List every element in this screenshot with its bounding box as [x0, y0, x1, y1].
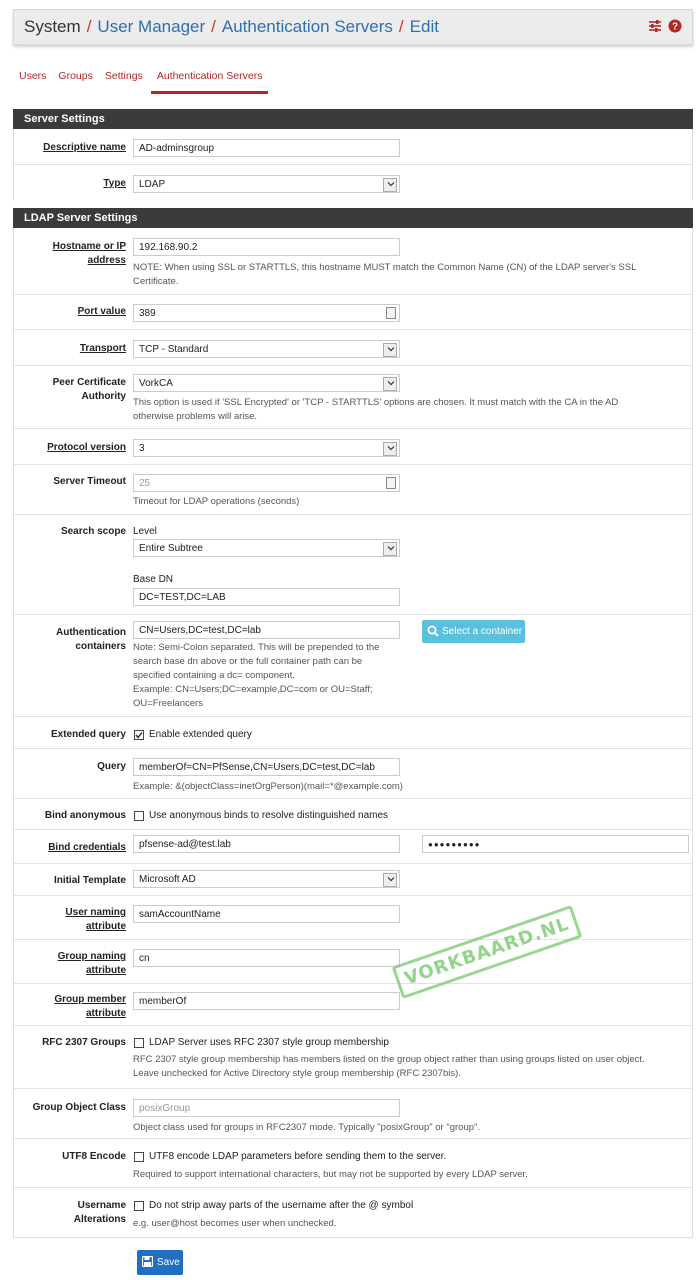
bind-anonymous-checkbox[interactable] — [134, 811, 144, 821]
rfc2307-help: RFC 2307 style group membership has members listed on the group object rather than using groups listed on user object. Leave unchecked for Active Directory style group membership (RFC 2307bis). — [133, 1054, 645, 1079]
protocol-select[interactable] — [133, 439, 400, 457]
auth-containers-label: Authentication containers — [56, 627, 126, 652]
query-label: Query — [97, 761, 126, 772]
query-input[interactable]: memberOf=CN=PfSense,CN=Users,DC=test,DC=lab — [133, 758, 400, 776]
group-object-class-label: Group Object Class — [32, 1102, 126, 1113]
checkmark-icon — [135, 731, 143, 739]
sliders-icon[interactable] — [648, 19, 662, 33]
breadcrumb-user-manager[interactable]: User Manager — [97, 17, 206, 36]
bind-credentials-label: Bind credentials — [48, 842, 126, 853]
peer-ca-help: This option is used if 'SSL Encrypted' or 'TCP - STARTTLS' options are chosen. It must match with the CA in the AD otherwise problems will arise. — [133, 397, 619, 422]
bind-credentials-row — [14, 830, 692, 864]
hostname-help: NOTE: When using SSL or STARTTLS, this hostname MUST match the Common Name (CN) of the LDAP server's SSL Certificate. — [133, 262, 637, 287]
extended-query-checkbox[interactable] — [134, 730, 144, 740]
utf8-checkbox[interactable] — [134, 1152, 144, 1162]
chevron-down-icon — [387, 444, 395, 452]
utf8-label: UTF8 Encode — [62, 1151, 126, 1162]
group-member-label: Group member attribute — [54, 994, 126, 1019]
help-icon[interactable] — [668, 19, 682, 33]
username-alterations-label: Username Alterations — [73, 1200, 126, 1225]
initial-template-row — [14, 864, 692, 896]
timeout-help: Timeout for LDAP operations (seconds) — [133, 496, 300, 507]
breadcrumb-separator: / — [86, 17, 92, 36]
utf8-help: Required to support international characters, but may not be supported by every LDAP server. — [133, 1169, 528, 1180]
timeout-input[interactable] — [133, 474, 400, 492]
timeout-value: 25 — [139, 478, 151, 489]
ldap-settings-panel — [13, 228, 693, 1238]
hostname-row — [14, 228, 692, 295]
group-member-row — [14, 984, 692, 1026]
tab-groups[interactable]: Groups — [58, 70, 93, 82]
peer-ca-select[interactable] — [133, 374, 400, 392]
transport-row — [14, 330, 692, 366]
descriptive-name-input[interactable]: AD-adminsgroup — [133, 139, 400, 157]
peer-ca-row — [14, 366, 692, 429]
tab-authentication-servers[interactable]: Authentication Servers — [151, 62, 269, 94]
extended-query-label: Extended query — [50, 729, 126, 740]
auth-containers-help: Note: Semi-Colon separated. This will be prepended to the search base dn above or the full container path can be specified containing a dc= component. Example: CN=Users;DC=example,DC=com or OU=Staff; OU=Freelancers — [133, 642, 380, 709]
protocol-value: 3 — [139, 443, 145, 454]
group-naming-input[interactable]: cn — [133, 949, 400, 967]
hostname-label: Hostname or IP address — [52, 241, 126, 266]
select-container-button[interactable] — [422, 620, 525, 643]
chevron-down-icon — [387, 180, 395, 188]
save-button[interactable] — [137, 1250, 183, 1275]
tab-bar — [13, 62, 268, 94]
transport-select[interactable] — [133, 340, 400, 358]
ldap-settings-header: LDAP Server Settings — [13, 208, 693, 228]
protocol-row — [14, 429, 692, 465]
tab-settings[interactable]: Settings — [104, 70, 143, 82]
transport-label: Transport — [79, 343, 126, 354]
tab-users[interactable]: Users — [19, 70, 47, 82]
bind-anonymous-row — [14, 799, 692, 830]
group-object-class-input[interactable]: posixGroup — [133, 1099, 400, 1117]
initial-template-label: Initial Template — [53, 875, 126, 886]
type-select[interactable] — [133, 175, 400, 193]
extended-query-checkbox-label: Enable extended query — [149, 729, 252, 740]
base-dn-input[interactable]: DC=TEST,DC=LAB — [133, 588, 400, 606]
type-select-value: LDAP — [139, 179, 166, 190]
port-input[interactable] — [133, 304, 400, 322]
hostname-input[interactable]: 192.168.90.2 — [133, 238, 400, 256]
user-naming-row — [14, 896, 692, 940]
rfc2307-checkbox[interactable] — [134, 1038, 144, 1048]
base-dn-label: Base DN — [133, 574, 174, 585]
peer-ca-value: VorkCA — [139, 378, 173, 389]
group-object-class-help: Object class used for groups in RFC2307 mode. Typically "posixGroup" or "group". — [133, 1122, 481, 1133]
username-alterations-checkbox-label: Do not strip away parts of the username after the @ symbol — [149, 1200, 414, 1211]
peer-ca-label: Peer Certificate Authority — [52, 377, 126, 402]
initial-template-select[interactable] — [133, 870, 400, 888]
type-label: Type — [103, 178, 126, 189]
chevron-down-icon — [387, 379, 395, 387]
floppy-disk-icon — [142, 1256, 153, 1267]
search-scope-row — [14, 515, 692, 615]
auth-containers-row — [14, 615, 692, 717]
breadcrumb-authentication-servers[interactable]: Authentication Servers — [221, 17, 393, 36]
port-row — [14, 295, 692, 330]
rfc2307-row — [14, 1026, 692, 1089]
initial-template-value: Microsoft AD — [139, 874, 196, 885]
spinner-icon[interactable] — [386, 307, 396, 319]
descriptive-name-label: Descriptive name — [43, 142, 126, 153]
search-scope-label: Search scope — [60, 526, 126, 537]
timeout-label: Server Timeout — [53, 476, 126, 487]
level-label: Level — [133, 526, 157, 537]
server-settings-panel — [13, 129, 693, 201]
extended-query-row — [14, 717, 692, 749]
port-value: 389 — [139, 308, 156, 319]
server-settings-header: Server Settings — [13, 109, 693, 129]
port-label: Port value — [77, 306, 126, 317]
query-help: Example: &(objectClass=inetOrgPerson)(mail=*@example.com) — [133, 781, 403, 792]
group-naming-row — [14, 940, 692, 984]
chevron-down-icon — [387, 875, 395, 883]
breadcrumb-separator: / — [211, 17, 216, 36]
save-button-label: Save — [157, 1257, 180, 1268]
spinner-icon[interactable] — [386, 477, 396, 489]
group-naming-label: Group naming attribute — [57, 951, 126, 976]
auth-containers-input[interactable]: CN=Users,DC=test,DC=lab — [133, 621, 400, 639]
watermark-stamp: VORKBAARD.NL — [392, 905, 583, 999]
type-row — [14, 165, 692, 201]
username-alterations-row — [14, 1188, 692, 1238]
query-row — [14, 749, 692, 799]
user-naming-input[interactable]: samAccountName — [133, 905, 400, 923]
timeout-row — [14, 465, 692, 515]
username-alterations-checkbox[interactable] — [134, 1201, 144, 1211]
rfc2307-label: RFC 2307 Groups — [42, 1037, 126, 1048]
chevron-down-icon — [387, 345, 395, 353]
bind-anonymous-checkbox-label: Use anonymous binds to resolve distinguished names — [149, 810, 389, 821]
breadcrumb-edit[interactable]: Edit — [409, 17, 439, 36]
breadcrumb — [13, 9, 693, 45]
group-object-class-row — [14, 1089, 692, 1139]
rfc2307-checkbox-label: LDAP Server uses RFC 2307 style group membership — [149, 1037, 389, 1048]
bind-password-input[interactable]: ●●●●●●●●● — [422, 835, 689, 853]
level-select[interactable] — [133, 539, 400, 557]
descriptive-name-row — [14, 129, 692, 165]
breadcrumb-system: System — [24, 17, 81, 36]
svg-text:?: ? — [671, 21, 679, 33]
level-value: Entire Subtree — [139, 543, 203, 554]
chevron-down-icon — [387, 544, 395, 552]
bind-anonymous-label: Bind anonymous — [44, 810, 126, 821]
protocol-label: Protocol version — [47, 442, 126, 453]
search-icon — [427, 625, 439, 637]
select-container-label: Select a container — [442, 626, 523, 637]
username-alterations-help: e.g. user@host becomes user when unchecked. — [133, 1218, 337, 1229]
user-naming-label: User naming attribute — [65, 907, 126, 932]
group-member-input[interactable]: memberOf — [133, 992, 400, 1010]
utf8-checkbox-label: UTF8 encode LDAP parameters before sending them to the server. — [149, 1151, 447, 1162]
breadcrumb-separator: / — [398, 17, 404, 36]
transport-value: TCP - Standard — [139, 344, 209, 355]
utf8-row — [14, 1139, 692, 1188]
bind-username-input[interactable]: pfsense-ad@test.lab — [133, 835, 400, 853]
